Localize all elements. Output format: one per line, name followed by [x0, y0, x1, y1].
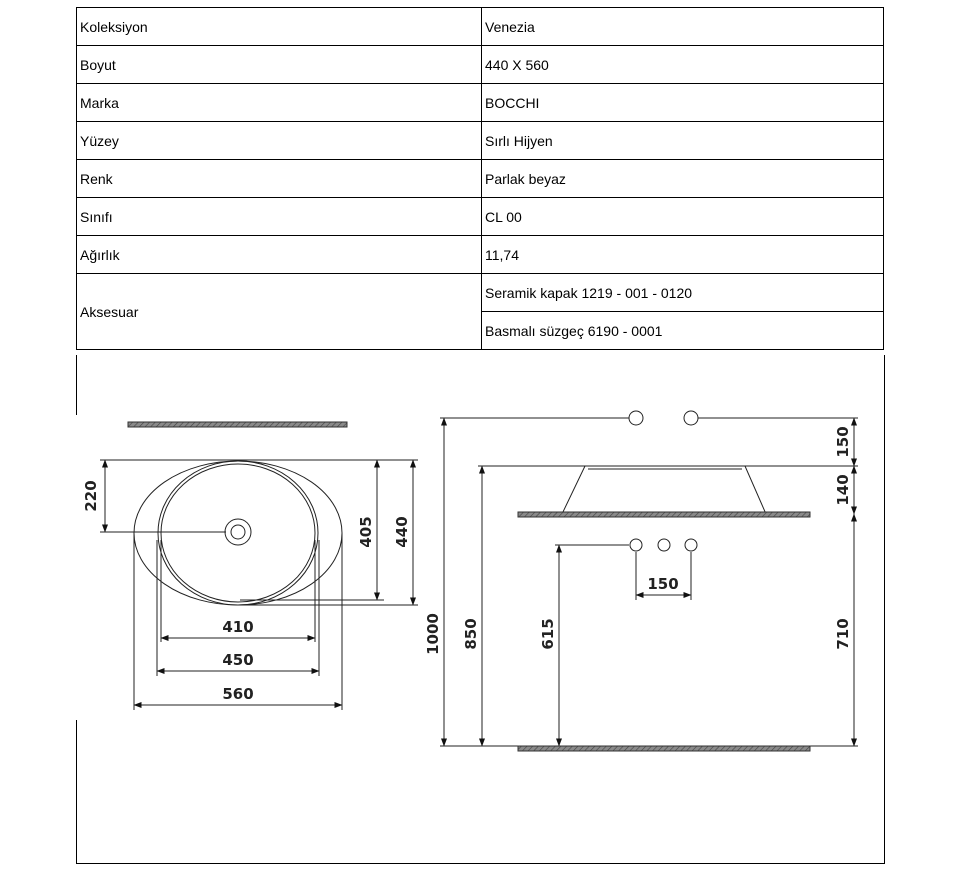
spec-value: Venezia — [482, 8, 884, 46]
dim-label-450: 450 — [222, 651, 254, 669]
basin-profile — [562, 466, 766, 514]
basin-outer-rim — [134, 461, 342, 605]
spec-value: CL 00 — [482, 198, 884, 236]
top-view-countertop — [128, 422, 347, 427]
dim-label-405: 405 — [357, 516, 375, 548]
dim-label-220: 220 — [82, 480, 100, 512]
basin-inner-edge — [161, 464, 315, 602]
dim-label-150-top: 150 — [834, 426, 852, 458]
drain-inner-icon — [231, 525, 245, 539]
dim-label-615: 615 — [539, 618, 557, 650]
spec-label: Boyut — [77, 46, 482, 84]
spec-label: Marka — [77, 84, 482, 122]
dim-label-440: 440 — [393, 516, 411, 548]
dim-label-850: 850 — [462, 618, 480, 650]
basin-inner-bowl — [158, 461, 318, 605]
spec-value: Seramik kapak 1219 - 001 - 0120 — [482, 274, 884, 312]
dim-label-710: 710 — [834, 618, 852, 650]
dim-label-410: 410 — [222, 618, 254, 636]
faucet-hole-icon — [684, 411, 698, 425]
spec-label: Koleksiyon — [77, 8, 482, 46]
top-view-labels — [82, 480, 411, 703]
wall-hole-icon — [658, 539, 670, 551]
spec-label: Renk — [77, 160, 482, 198]
spec-value: Parlak beyaz — [482, 160, 884, 198]
spec-value: BOCCHI — [482, 84, 884, 122]
spec-label: Ağırlık — [77, 236, 482, 274]
drain-outer-icon — [225, 519, 251, 545]
spec-label: Aksesuar — [77, 274, 482, 350]
spec-value: Basmalı süzgeç 6190 - 0001 — [482, 312, 884, 350]
dim-label-140: 140 — [834, 474, 852, 506]
spec-label: Sınıfı — [77, 198, 482, 236]
wall-hole-icon — [685, 539, 697, 551]
spec-value: 11,74 — [482, 236, 884, 274]
wall-hole-icon — [630, 539, 642, 551]
dim-label-560: 560 — [222, 685, 254, 703]
spec-value: Sırlı Hijyen — [482, 122, 884, 160]
spec-value: 440 X 560 — [482, 46, 884, 84]
side-view-countertop — [518, 512, 810, 517]
faucet-hole-icon — [629, 411, 643, 425]
top-view — [100, 422, 418, 710]
dim-label-150-holes: 150 — [647, 575, 679, 593]
floor-slab — [518, 746, 810, 751]
dim-label-1000: 1000 — [424, 613, 442, 655]
spec-label: Yüzey — [77, 122, 482, 160]
